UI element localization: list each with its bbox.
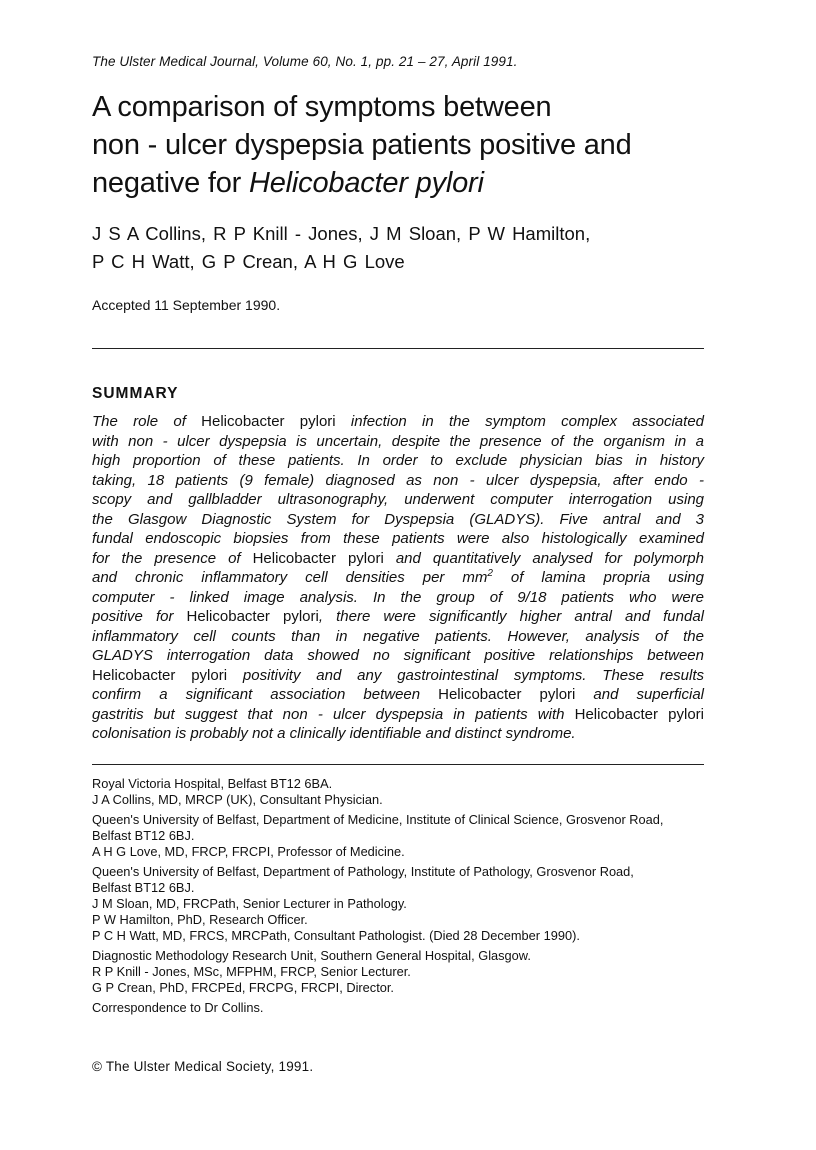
summary-fragment: positive for xyxy=(92,608,187,625)
summary-fragment: The role of xyxy=(92,413,202,430)
journal-citation: The Ulster Medical Journal, Volume 60, No. 1, pp. 21 – 27, April 1991. xyxy=(92,54,518,69)
affiliation-line: R P Knill - Jones, MSc, MFPHM, FRCP, Senior Lecturer. xyxy=(92,964,411,979)
title-organism: Helicobacter pylori xyxy=(249,167,484,199)
summary-line: the Glasgow Diagnostic System for Dyspepsia (GLADYS). Five antral and 3 xyxy=(92,510,704,528)
organism-name: Helicobacter pylori xyxy=(574,705,704,723)
affiliation-line: Diagnostic Methodology Research Unit, Southern General Hospital, Glasgow. xyxy=(92,948,531,963)
affiliation-line: J A Collins, MD, MRCP (UK), Consultant Physician. xyxy=(92,792,383,807)
affiliation-line: A H G Love, MD, FRCP, FRCPI, Professor of Medicine. xyxy=(92,844,405,859)
summary-line xyxy=(92,568,704,588)
superscript: 2 xyxy=(487,568,493,579)
summary-line: scopy and gallbladder ultrasonography, underwent computer interrogation using xyxy=(92,491,704,508)
accepted-date: Accepted 11 September 1990. xyxy=(92,297,281,313)
affiliation-line: J M Sloan, MD, FRCPath, Senior Lecturer in Pathology. xyxy=(92,896,407,911)
article-title xyxy=(92,88,732,202)
affiliation-line: Queen's University of Belfast, Department of Medicine, Institute of Clinical Science, Grosvenor Road, xyxy=(92,812,664,827)
divider-top xyxy=(92,348,704,349)
affiliation-rvh xyxy=(92,776,716,808)
affiliations xyxy=(92,776,716,1020)
summary-fragment: confirm a significant association between xyxy=(92,686,439,703)
organism-name: Helicobacter pylori xyxy=(438,686,576,703)
summary-fragment: and superficial xyxy=(575,686,704,703)
authors-line-2: P C H Watt, G P Crean, A H G Love xyxy=(92,251,405,272)
affiliation-medicine xyxy=(92,812,716,860)
affiliation-diagnostic-unit xyxy=(92,948,716,996)
summary-fragment: and quantitatively analysed for polymorph xyxy=(383,549,704,567)
summary-line xyxy=(92,705,704,725)
authors-line-1: J S A Collins, R P Knill - Jones, J M Sloan, P W Hamilton, xyxy=(92,223,591,244)
summary-text xyxy=(92,412,704,744)
summary-line: with non - ulcer dyspepsia is uncertain, despite the presence of the organism in a xyxy=(92,432,704,450)
summary-line xyxy=(92,412,704,432)
affiliation-line: Queen's University of Belfast, Department of Pathology, Institute of Pathology, Grosvenor Road, xyxy=(92,864,634,879)
summary-fragment: infection in the symptom complex associated xyxy=(335,413,705,430)
summary-line xyxy=(92,685,704,705)
summary-fragment: , there were significantly higher antral and fundal xyxy=(318,608,704,625)
summary-line xyxy=(92,607,704,627)
affiliation-pathology xyxy=(92,864,716,944)
affiliation-line: Belfast BT12 6BJ. xyxy=(92,880,195,895)
organism-name: Helicobacter pylori xyxy=(252,549,384,567)
affiliation-line: Belfast BT12 6BJ. xyxy=(92,828,195,843)
correspondence xyxy=(92,1000,716,1016)
summary-heading: SUMMARY xyxy=(92,385,179,402)
summary-line xyxy=(92,549,704,569)
organism-name: Helicobacter pylori xyxy=(186,608,319,625)
organism-name: Helicobacter pylori xyxy=(201,413,336,430)
summary-line: GLADYS interrogation data showed no significant positive relationships between xyxy=(92,647,704,664)
summary-fragment: of lamina propria using xyxy=(492,569,704,586)
title-line-3 xyxy=(92,164,732,202)
affiliation-line: P C H Watt, MD, FRCS, MRCPath, Consultant Pathologist. (Died 28 December 1990). xyxy=(92,928,580,943)
summary-fragment: for the presence of xyxy=(92,549,253,567)
affiliation-line: G P Crean, PhD, FRCPEd, FRCPG, FRCPI, Director. xyxy=(92,980,394,995)
summary-fragment: positivity and any gastrointestinal symptoms. These results xyxy=(227,666,705,684)
divider-bottom xyxy=(92,764,704,765)
author-list xyxy=(92,220,732,276)
summary-line: colonisation is probably not a clinically identifiable and distinct syndrome. xyxy=(92,725,576,742)
summary-line: computer - linked image analysis. In the group of 9/18 patients who were xyxy=(92,588,704,606)
summary-line: inflammatory cell counts than in negative patients. However, analysis of the xyxy=(92,627,704,645)
affiliation-line: P W Hamilton, PhD, Research Officer. xyxy=(92,912,308,927)
summary-line: fundal endoscopic biopsies from these patients were also histologically examined xyxy=(92,530,704,547)
affiliation-line: Royal Victoria Hospital, Belfast BT12 6BA. xyxy=(92,776,333,791)
summary-line: taking, 18 patients (9 female) diagnosed as non - ulcer dyspepsia, after endo - xyxy=(92,471,704,489)
copyright-notice: © The Ulster Medical Society, 1991. xyxy=(92,1059,314,1074)
title-line-1: A comparison of symptoms between xyxy=(92,91,552,123)
summary-fragment: gastritis but suggest that non - ulcer dyspepsia in patients with xyxy=(92,705,575,723)
organism-name: Helicobacter pylori xyxy=(92,666,228,684)
title-line-3-prefix: negative for xyxy=(92,167,249,199)
title-line-2: non - ulcer dyspepsia patients positive and xyxy=(92,129,632,161)
correspondence-line: Correspondence to Dr Collins. xyxy=(92,1000,264,1015)
summary-line: high proportion of these patients. In order to exclude physician bias in history xyxy=(92,452,704,469)
summary-line xyxy=(92,666,704,686)
summary-fragment: and chronic inflammatory cell densities per mm xyxy=(92,569,488,586)
